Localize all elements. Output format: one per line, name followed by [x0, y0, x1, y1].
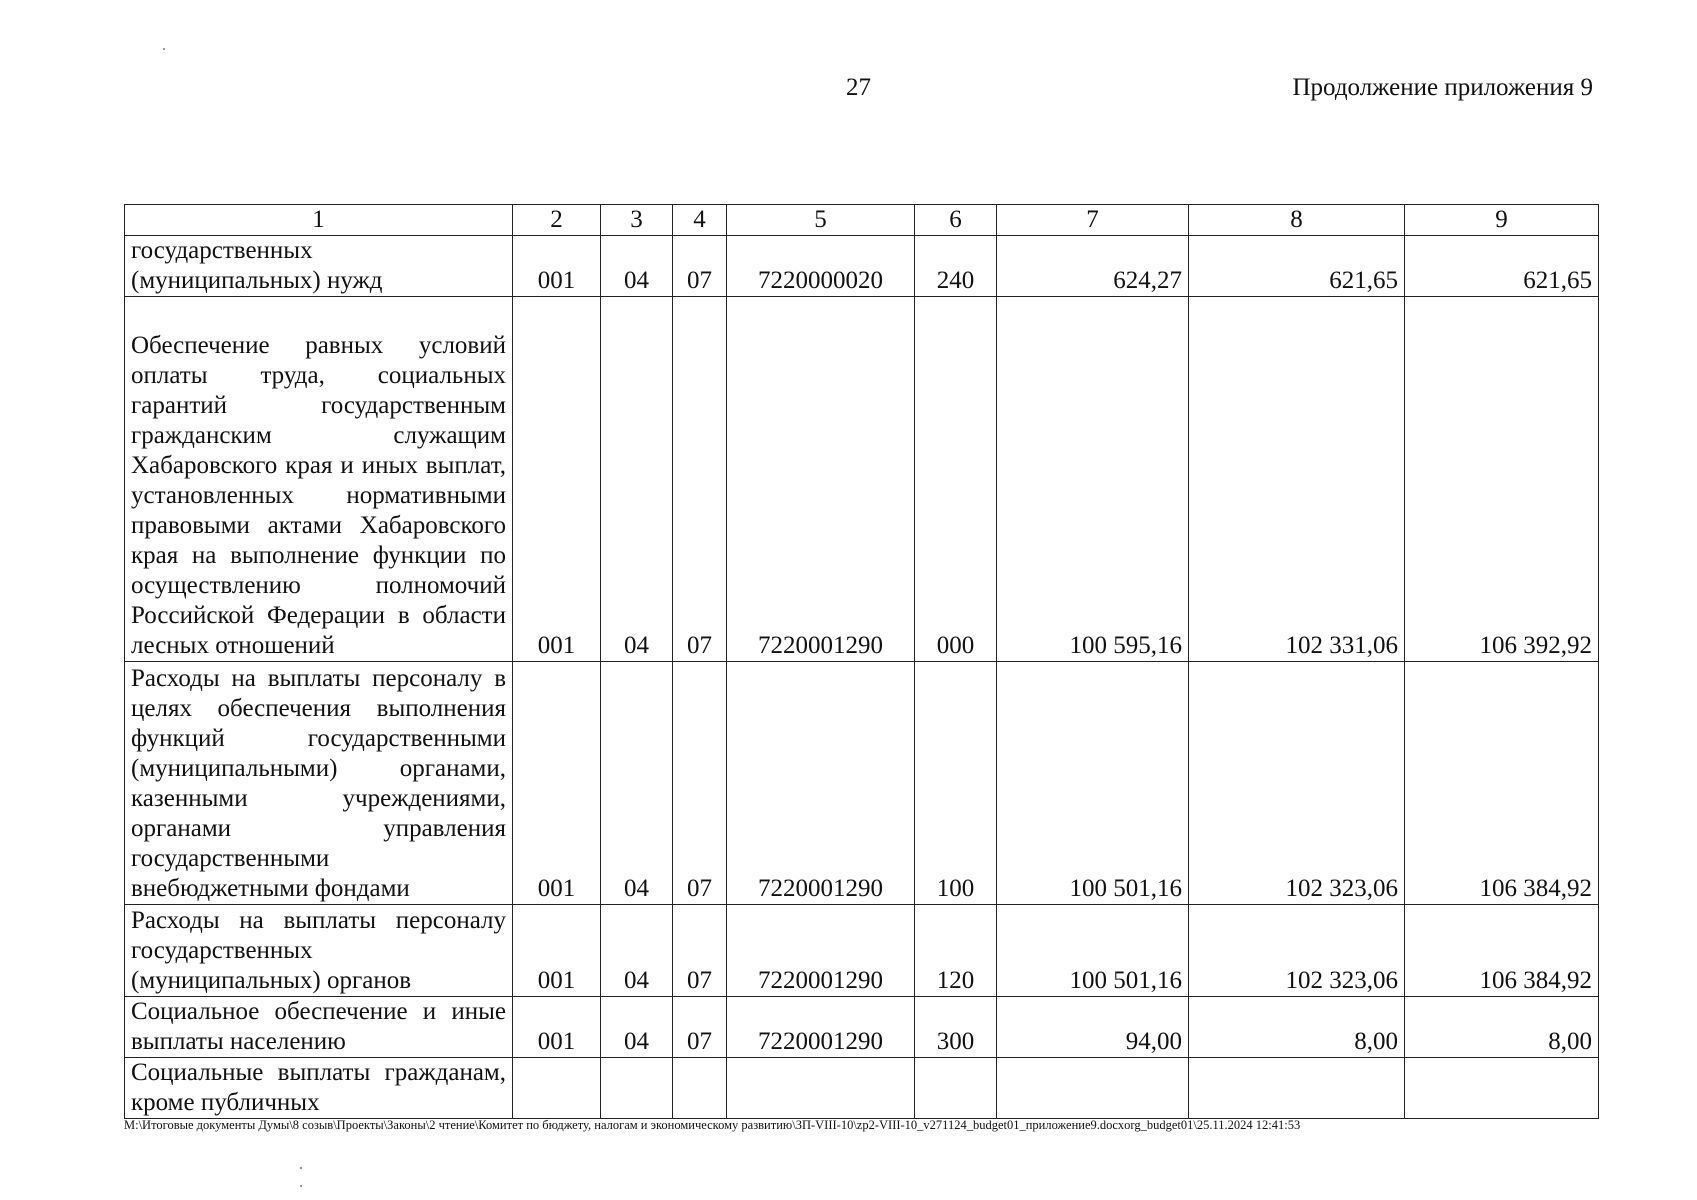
cell-section: 04 — [601, 297, 673, 662]
cell-amount-col9 — [1405, 1058, 1599, 1119]
cell-amount-col9: 106 392,92 — [1405, 297, 1599, 662]
column-header: 4 — [673, 205, 727, 236]
column-header: 3 — [601, 205, 673, 236]
cell-amount-col7: 94,00 — [997, 997, 1189, 1058]
cell-expense-type: 240 — [915, 236, 997, 297]
row-description: Расходы на выплаты персоналу государственных (муниципальных) органов — [125, 905, 513, 997]
row-description: Социальные выплаты гражданам, кроме публичных — [125, 1058, 513, 1119]
cell-ministry-code: 001 — [513, 662, 601, 905]
cell-amount-col9: 621,65 — [1405, 236, 1599, 297]
row-description: Социальное обеспечение и иные выплаты населению — [125, 997, 513, 1058]
cell-amount-col8: 102 323,06 — [1189, 662, 1405, 905]
cell-target-article: 7220001290 — [727, 997, 915, 1058]
table-row — [125, 662, 1599, 905]
column-header: 7 — [997, 205, 1189, 236]
column-header: 1 — [125, 205, 513, 236]
cell-expense-type — [915, 1058, 997, 1119]
cell-amount-col9: 106 384,92 — [1405, 905, 1599, 997]
cell-amount-col8: 621,65 — [1189, 236, 1405, 297]
cell-target-article: 7220000020 — [727, 236, 915, 297]
cell-subsection: 07 — [673, 297, 727, 662]
table-row — [125, 905, 1599, 997]
cell-section: 04 — [601, 905, 673, 997]
column-number-row — [125, 205, 1599, 236]
cell-subsection — [673, 1058, 727, 1119]
appendix-label: Продолжение приложения 9 — [1292, 74, 1593, 101]
column-header: 9 — [1405, 205, 1599, 236]
footer-file-path: М:\Итоговые документы Думы\8 созыв\Проекты\Законы\2 чтение\Комитет по бюджету, налогам и экономическому развитию\ЗП-VIII-10\zp2-VIII-10_v271124_budget01_приложение9.docxorg_budget01\25.11.2024 12:41:53 — [124, 1118, 1301, 1132]
cell-amount-col8 — [1189, 1058, 1405, 1119]
cell-amount-col7: 100 501,16 — [997, 662, 1189, 905]
cell-ministry-code: 001 — [513, 297, 601, 662]
cell-section — [601, 1058, 673, 1119]
cell-subsection: 07 — [673, 997, 727, 1058]
cell-amount-col7: 100 501,16 — [997, 905, 1189, 997]
cell-ministry-code: 001 — [513, 905, 601, 997]
cell-expense-type: 000 — [915, 297, 997, 662]
scan-speck — [300, 1167, 302, 1169]
scan-speck — [163, 48, 165, 50]
cell-expense-type: 120 — [915, 905, 997, 997]
cell-expense-type: 100 — [915, 662, 997, 905]
page-number: 27 — [846, 74, 871, 101]
row-description: государственных (муниципальных) нужд — [125, 236, 513, 297]
cell-amount-col8: 8,00 — [1189, 997, 1405, 1058]
column-header: 2 — [513, 205, 601, 236]
column-header: 8 — [1189, 205, 1405, 236]
cell-amount-col8: 102 323,06 — [1189, 905, 1405, 997]
cell-subsection: 07 — [673, 662, 727, 905]
cell-amount-col9: 8,00 — [1405, 997, 1599, 1058]
budget-table — [124, 204, 1599, 1119]
cell-subsection: 07 — [673, 905, 727, 997]
cell-target-article: 7220001290 — [727, 297, 915, 662]
scan-speck — [300, 1185, 302, 1187]
cell-section: 04 — [601, 236, 673, 297]
table-row — [125, 997, 1599, 1058]
cell-subsection: 07 — [673, 236, 727, 297]
table-row — [125, 236, 1599, 297]
cell-amount-col9: 106 384,92 — [1405, 662, 1599, 905]
cell-amount-col7 — [997, 1058, 1189, 1119]
row-description: Расходы на выплаты персоналу в целях обеспечения выполнения функций государственными (муниципальными) органами, казенными учреждениями, органами управления государственными внебюджетными фондами — [125, 662, 513, 905]
cell-expense-type: 300 — [915, 997, 997, 1058]
cell-ministry-code: 001 — [513, 997, 601, 1058]
cell-amount-col7: 100 595,16 — [997, 297, 1189, 662]
column-header: 5 — [727, 205, 915, 236]
cell-target-article: 7220001290 — [727, 905, 915, 997]
cell-section: 04 — [601, 997, 673, 1058]
cell-ministry-code — [513, 1058, 601, 1119]
cell-ministry-code: 001 — [513, 236, 601, 297]
cell-amount-col8: 102 331,06 — [1189, 297, 1405, 662]
row-description: Обеспечение равных условий оплаты труда, социальных гарантий государственным гражданским служащим Хабаровского края и иных выплат, установленных нормативными правовыми актами Хабаровского края на выполнение функции по осуществлению полномочий Российской Федерации в области лесных отношений — [125, 297, 513, 662]
cell-target-article — [727, 1058, 915, 1119]
cell-section: 04 — [601, 662, 673, 905]
cell-target-article: 7220001290 — [727, 662, 915, 905]
table-row — [125, 297, 1599, 662]
table-row — [125, 1058, 1599, 1119]
cell-amount-col7: 624,27 — [997, 236, 1189, 297]
column-header: 6 — [915, 205, 997, 236]
